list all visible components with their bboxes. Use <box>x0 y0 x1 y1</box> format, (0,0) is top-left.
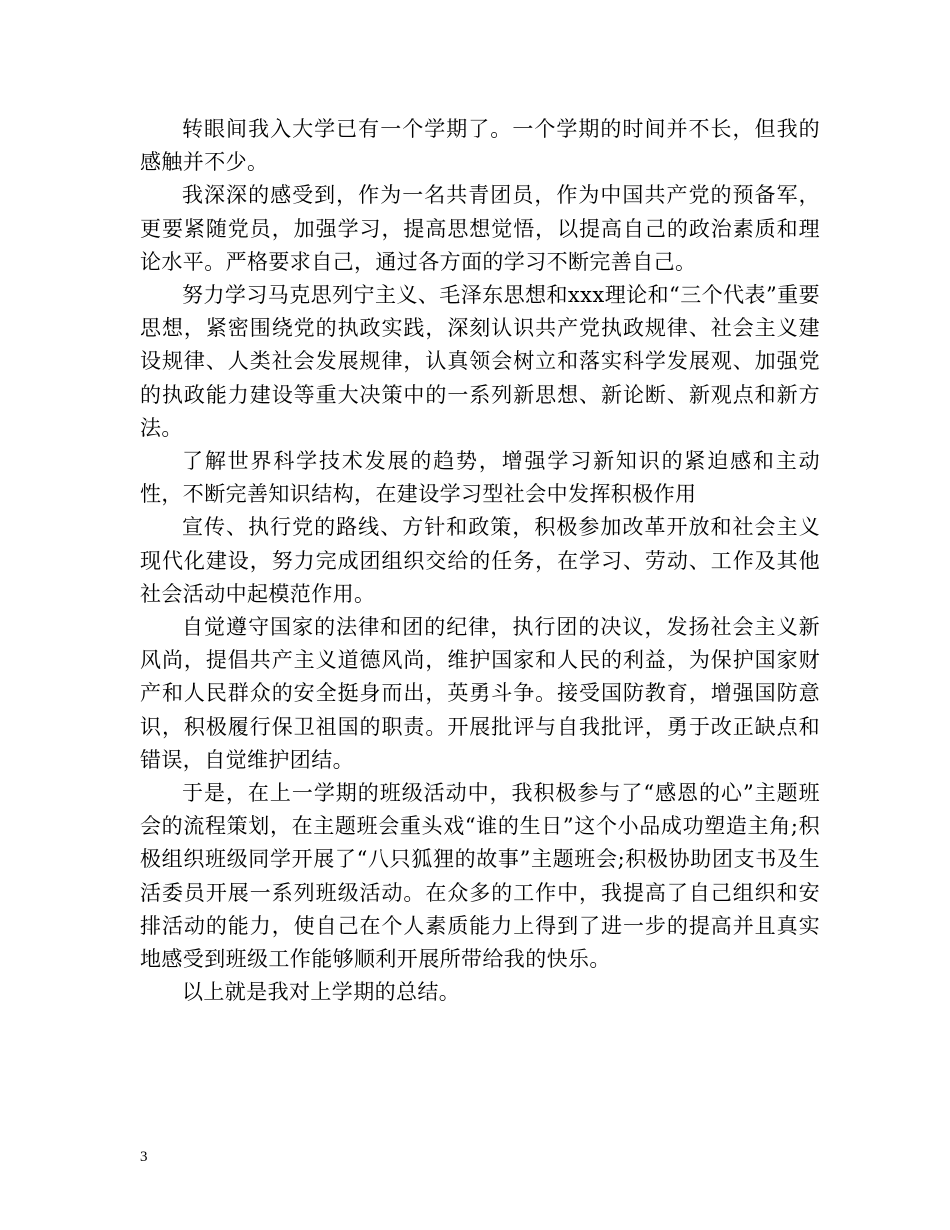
page-number: 3 <box>140 1149 148 1165</box>
paragraph-4: 了解世界科学技术发展的趋势，增强学习新知识的紧迫感和主动性，不断完善知识结构，在建设学习型社会中发挥积极作用 <box>140 449 820 507</box>
document-body <box>140 113 820 1009</box>
paragraph-6: 自觉遵守国家的法律和团的纪律，执行团的决议，发扬社会主义新风尚，提倡共产主义道德风尚，维护国家和人民的利益，为保护国家财产和人民群众的安全挺身而出，英勇斗争。接受国防教育，增强国防意识，积极履行保卫祖国的职责。开展批评与自我批评，勇于改正缺点和错误，自觉维护团结。 <box>140 615 820 772</box>
paragraph-1: 转眼间我入大学已有一个学期了。一个学期的时间并不长，但我的感触并不少。 <box>140 117 820 175</box>
paragraph-5: 宣传、执行党的路线、方针和政策，积极参加改革开放和社会主义现代化建设，努力完成团组织交给的任务，在学习、劳动、工作及其他社会活动中起模范作用。 <box>140 515 820 606</box>
paragraph-8: 以上就是我对上学期的总结。 <box>182 980 461 1005</box>
paragraph-7: 于是，在上一学期的班级活动中，我积极参与了“感恩的心”主题班会的流程策划，在主题班会重头戏“谁的生日”这个小品成功塑造主角;积极组织班级同学开展了“八只狐狸的故事”主题班会;积极协助团支书及生活委员开展一系列班级活动。在众多的工作中，我提高了自己组织和安排活动的能力，使自己在个人素质能力上得到了进一步的提高并且真实地感受到班级工作能够顺利开展所带给我的快乐。 <box>140 781 820 972</box>
paragraph-2: 我深深的感受到，作为一名共青团员，作为中国共产党的预备军，更要紧随党员，加强学习，提高思想觉悟，以提高自己的政治素质和理论水平。严格要求自己，通过各方面的学习不断完善自己。 <box>140 183 820 274</box>
paragraph-3: 努力学习马克思列宁主义、毛泽东思想和xxx理论和“三个代表”重要思想，紧密围绕党的执政实践，深刻认识共产党执政规律、社会主义建设规律、人类社会发展规律，认真领会树立和落实科学发展观、加强党的执政能力建设等重大决策中的一系列新思想、新论断、新观点和新方法。 <box>140 283 820 440</box>
